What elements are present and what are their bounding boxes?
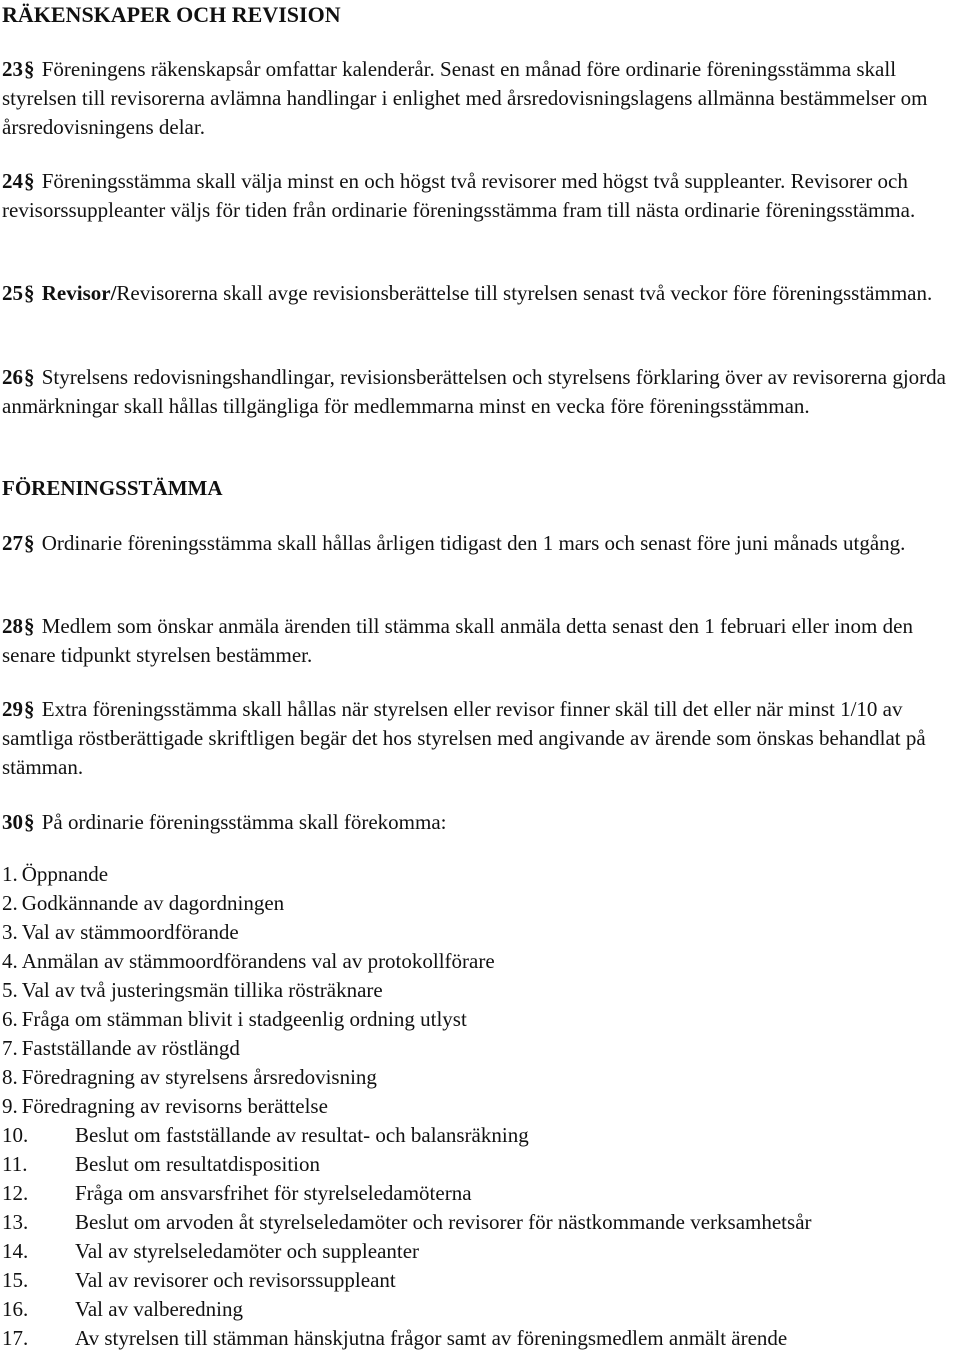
agenda-item-text: Fastställande av röstlängd — [21, 1036, 240, 1060]
agenda-item-number: 16. — [2, 1297, 29, 1321]
agenda-item-number: 17. — [2, 1326, 29, 1350]
agenda-item-number: 10. — [2, 1123, 29, 1147]
paragraph-text: Föreningens räkenskapsår omfattar kalenderår. Senast en månad före ordinarie föreningsstämma skall styrelsen till revisorerna avlämna handlingar i enlighet med årsredovisningslagens allmänna bestämmelser om årsredovisningens delar. — [2, 57, 928, 139]
section-sign-icon: § — [24, 365, 35, 389]
agenda-item — [2, 1179, 958, 1208]
agenda-item-text: Beslut om arvoden åt styrelseledamöter och revisorer för nästkommande verksamhetsår — [75, 1210, 812, 1234]
section-sign-icon: § — [24, 281, 35, 305]
section-number: 26 — [2, 365, 23, 389]
agenda-item — [2, 976, 958, 1005]
agenda-item — [2, 1237, 958, 1266]
paragraph-text: Revisorerna skall avge revisionsberättelse till styrelsen senast två veckor före föreningsstämman. — [116, 281, 933, 305]
agenda-item-text: Godkännande av dagordningen — [21, 891, 285, 915]
agenda-item-number: 5. — [2, 978, 18, 1002]
agenda-item-number: 9. — [2, 1094, 18, 1118]
agenda-item — [2, 947, 958, 976]
agenda-item-text: Öppnande — [21, 862, 109, 886]
paragraph-28 — [2, 612, 947, 670]
paragraph-text: Ordinarie föreningsstämma skall hållas årligen tidigast den 1 mars och senast före juni månads utgång. — [41, 531, 906, 555]
section-sign-icon: § — [24, 614, 35, 638]
paragraph-26 — [2, 363, 957, 421]
agenda-item-text: Föredragning av styrelsens årsredovisning — [21, 1065, 377, 1089]
bold-term: Revisor/ — [41, 281, 117, 305]
agenda-item-number: 7. — [2, 1036, 18, 1060]
section-sign-icon: § — [24, 169, 35, 193]
section-number: 30 — [2, 810, 23, 834]
agenda-item — [2, 1092, 958, 1121]
agenda-item-text: Val av styrelseledamöter och suppleanter — [75, 1239, 420, 1263]
paragraph-29 — [2, 695, 947, 782]
section-number: 29 — [2, 697, 23, 721]
agenda-item-text: Beslut om fastställande av resultat- och balansräkning — [75, 1123, 529, 1147]
agenda-item — [2, 1208, 958, 1237]
agenda-item-number: 1. — [2, 862, 18, 886]
section-sign-icon: § — [24, 57, 35, 81]
agenda-item-number: 11. — [2, 1152, 28, 1176]
agenda-item — [2, 1324, 958, 1353]
agenda-item — [2, 1034, 958, 1063]
section-number: 28 — [2, 614, 23, 638]
agenda-item-number: 12. — [2, 1181, 29, 1205]
agenda-item-text: Beslut om resultatdisposition — [75, 1152, 320, 1176]
section-number: 27 — [2, 531, 23, 555]
agenda-item — [2, 889, 958, 918]
section-number: 24 — [2, 169, 23, 193]
agenda-item-text: Anmälan av stämmoordförandens val av protokollförare — [21, 949, 495, 973]
agenda-item-text: Fråga om stämman blivit i stadgeenlig ordning utlyst — [21, 1007, 467, 1031]
paragraph-text: Extra föreningsstämma skall hållas när styrelsen eller revisor finner skäl till det eller när minst 1/10 av samtliga röstberättigade skriftligen begär det hos styrelsen med angivande av ärende som önskas behandlat på stämman. — [2, 697, 926, 779]
section-sign-icon: § — [24, 697, 35, 721]
agenda-item — [2, 1295, 958, 1324]
paragraph-30 — [2, 808, 947, 837]
paragraph-24 — [2, 167, 957, 225]
agenda-item-text: Fråga om ansvarsfrihet för styrelseledamöterna — [75, 1181, 472, 1205]
agenda-item — [2, 1063, 958, 1092]
agenda-item-number: 8. — [2, 1065, 18, 1089]
section-sign-icon: § — [24, 810, 35, 834]
agenda-item-text: Val av valberedning — [75, 1297, 243, 1321]
agenda-item-text: Val av två justeringsmän tillika rösträknare — [21, 978, 383, 1002]
section-number: 25 — [2, 281, 23, 305]
paragraph-25 — [2, 279, 952, 308]
agenda-item — [2, 1005, 958, 1034]
agenda-item — [2, 1266, 958, 1295]
section-heading-accounts: RÄKENSKAPER OCH REVISION — [2, 2, 341, 27]
agenda-item-number: 15. — [2, 1268, 29, 1292]
agenda-item-text: Föredragning av revisorns berättelse — [21, 1094, 328, 1118]
agenda-item-text: Val av revisorer och revisorssuppleant — [75, 1268, 396, 1292]
agenda-item-number: 6. — [2, 1007, 18, 1031]
paragraph-text: På ordinarie föreningsstämma skall förekomma: — [41, 810, 447, 834]
agenda-item-number: 13. — [2, 1210, 29, 1234]
paragraph-text: Föreningsstämma skall välja minst en och högst två revisorer med högst två suppleanter. Revisorer och revisorssuppleanter väljs för tiden från ordinarie föreningsstämma fram till nästa ordinarie föreningsstämma. — [2, 169, 916, 222]
paragraph-text: Medlem som önskar anmäla ärenden till stämma skall anmäla detta senast den 1 februari eller inom den senare tidpunkt styrelsen bestämmer. — [2, 614, 913, 667]
agenda-item — [2, 860, 958, 889]
paragraph-text: Styrelsens redovisningshandlingar, revisionsberättelsen och styrelsens förklaring över av revisorerna gjorda anmärkningar skall hållas tillgängliga för medlemmarna minst en vecka före föreningsstämman. — [2, 365, 946, 418]
section-number: 23 — [2, 57, 23, 81]
agenda-list — [2, 860, 958, 1353]
agenda-item-text: Av styrelsen till stämman hänskjutna frågor samt av föreningsmedlem anmält ärende — [75, 1326, 788, 1350]
agenda-item — [2, 1121, 958, 1150]
agenda-item-number: 4. — [2, 949, 18, 973]
section-sign-icon: § — [24, 531, 35, 555]
agenda-item-number: 2. — [2, 891, 18, 915]
agenda-item — [2, 1150, 958, 1179]
paragraph-23 — [2, 55, 952, 142]
agenda-item-text: Val av stämmoordförande — [21, 920, 239, 944]
section-heading-meeting: FÖRENINGSSTÄMMA — [2, 476, 223, 500]
agenda-item-number: 3. — [2, 920, 18, 944]
paragraph-27 — [2, 529, 942, 558]
agenda-item-number: 14. — [2, 1239, 29, 1263]
agenda-item — [2, 918, 958, 947]
